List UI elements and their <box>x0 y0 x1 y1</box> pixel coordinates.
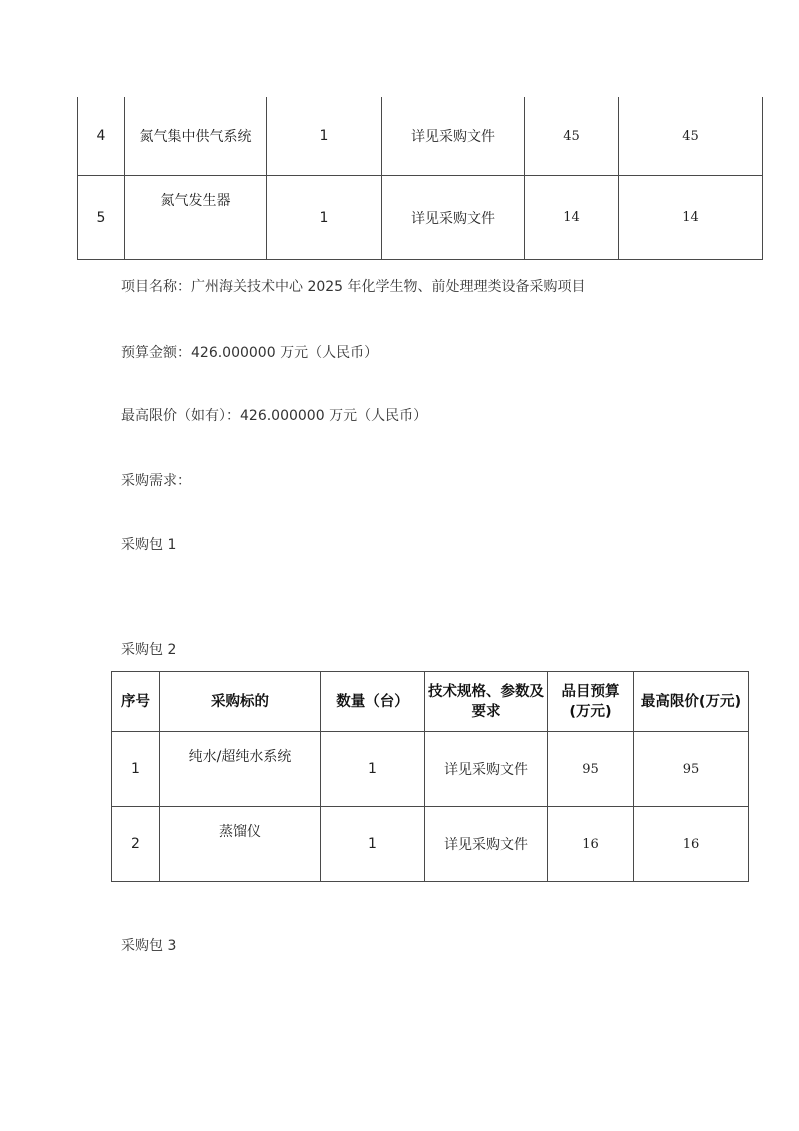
row-max-price: 16 <box>634 807 749 882</box>
package-1-heading: 采购包 1 <box>121 537 177 553</box>
row-spec: 详见采购文件 <box>425 732 548 807</box>
header-spec: 技术规格、参数及要求 <box>425 672 548 732</box>
row-max-price: 95 <box>634 732 749 807</box>
row-budget: 95 <box>548 732 634 807</box>
table-header-row <box>112 672 749 732</box>
row-item-name: 纯水/超纯水系统 <box>160 732 321 807</box>
row-max-price: 45 <box>619 97 763 176</box>
row-spec: 详见采购文件 <box>382 176 525 260</box>
row-budget: 14 <box>525 176 619 260</box>
budget-line: 预算金额：426.000000 万元（人民币） <box>121 345 379 361</box>
header-max-price: 最高限价(万元) <box>634 672 749 732</box>
project-name-line: 项目名称：广州海关技术中心 2025 年化学生物、前处理理类设备采购项目 <box>121 279 586 295</box>
row-index: 2 <box>112 807 160 882</box>
row-index: 1 <box>112 732 160 807</box>
row-quantity: 1 <box>321 807 425 882</box>
package-3-heading: 采购包 3 <box>121 938 177 954</box>
row-quantity: 1 <box>321 732 425 807</box>
row-index: 4 <box>78 97 125 176</box>
package-table-continued <box>77 97 763 260</box>
row-budget: 45 <box>525 97 619 176</box>
table-row <box>78 176 763 260</box>
row-item-name: 氮气集中供气系统 <box>125 97 267 176</box>
row-index: 5 <box>78 176 125 260</box>
row-budget: 16 <box>548 807 634 882</box>
max-price-line: 最高限价（如有）：426.000000 万元（人民币） <box>121 408 428 424</box>
row-max-price: 14 <box>619 176 763 260</box>
header-item: 采购标的 <box>160 672 321 732</box>
row-quantity: 1 <box>267 97 382 176</box>
header-quantity: 数量（台） <box>321 672 425 732</box>
table-row <box>78 97 763 176</box>
package-2-table <box>111 671 749 882</box>
requirements-heading: 采购需求： <box>121 473 191 489</box>
table-row <box>112 807 749 882</box>
header-budget: 品目预算(万元) <box>548 672 634 732</box>
row-item-name: 蒸馏仪 <box>160 807 321 882</box>
header-index: 序号 <box>112 672 160 732</box>
row-spec: 详见采购文件 <box>382 97 525 176</box>
row-spec: 详见采购文件 <box>425 807 548 882</box>
table-row <box>112 732 749 807</box>
package-2-heading: 采购包 2 <box>121 642 177 658</box>
row-item-name: 氮气发生器 <box>125 176 267 260</box>
row-quantity: 1 <box>267 176 382 260</box>
